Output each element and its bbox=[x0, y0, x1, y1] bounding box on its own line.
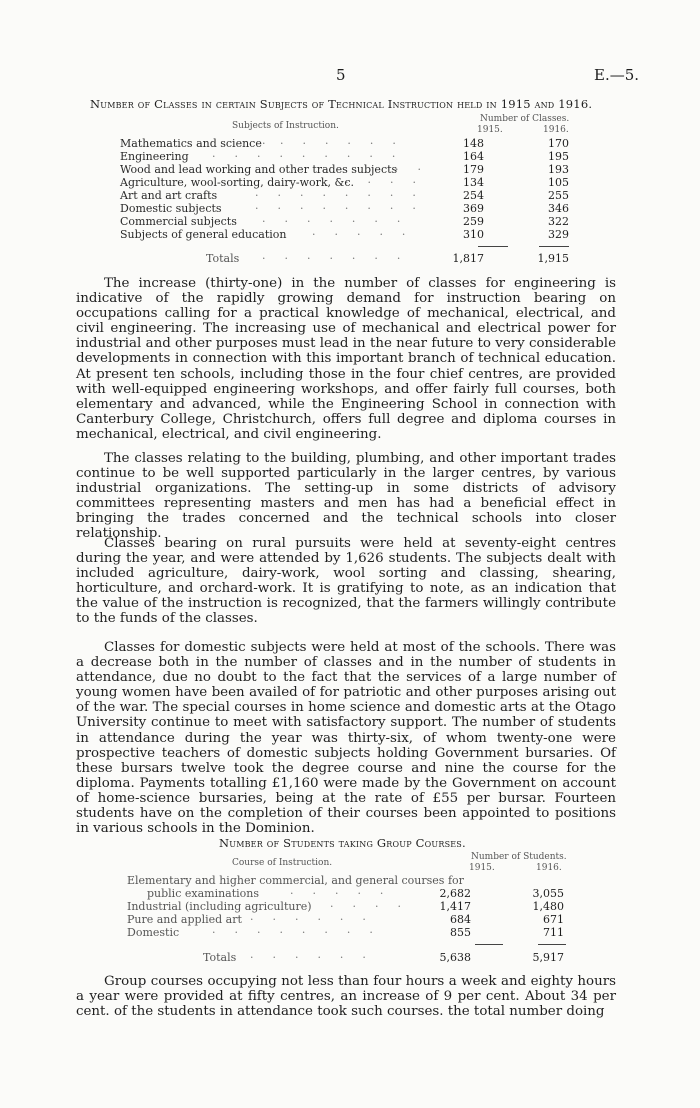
table1-value-1915: 179 bbox=[463, 163, 484, 176]
table2-group-header: Number of Students. bbox=[471, 852, 567, 862]
table2-course: Domestic bbox=[127, 926, 180, 939]
paragraph-engineering: The increase (thirty-one) in the number of classes for engineering is indicative of the rapidly growing demand for instruction bearing on occupations calling for a practical knowledge of mechanical, electrical, and civil engineering. The increasing use of mechanical and electrical power for industrial and other purposes must lead in the near future to very considerable developments in connection with this important branch of technical education. At present ten schools, including those in the four chief centres, are provided with well-equipped engineering workshops, and offer fairly full courses, both elementary and advanced, while the Engineering School in connection with Canterbury College, Christchurch, offers full degree and diploma courses in mechanical, electrical, and civil engineering. bbox=[76, 276, 616, 442]
table2-totals-label: Totals bbox=[203, 951, 237, 964]
table1-subject: Subjects of general education bbox=[120, 228, 287, 241]
table1-value-1916: 170 bbox=[548, 137, 569, 150]
table1-subject: Commercial subjects bbox=[120, 215, 237, 228]
table1-value-1915: 134 bbox=[463, 176, 484, 189]
table2-total-1916: 5,917 bbox=[532, 951, 564, 964]
table1-year1-header: 1915. bbox=[477, 125, 503, 135]
page-reference: E.—5. bbox=[594, 66, 640, 84]
table1-totals-label: Totals bbox=[206, 252, 240, 265]
table1-value-1916: 322 bbox=[548, 215, 569, 228]
table1-value-1915: 369 bbox=[463, 202, 484, 215]
table1-value-1916: 255 bbox=[548, 189, 569, 202]
table2-value-1915: 855 bbox=[450, 926, 471, 939]
paragraph-group-courses: Group courses occupying not less than four hours a week and eighty hours a year were provided at fifty centres, an increase of 9 per cent. About 34 per cent. of the students in attendance took such courses. the total number doing bbox=[76, 974, 616, 1020]
table2-course: Industrial (including agriculture) bbox=[127, 900, 312, 913]
table1-subject-header: Subjects of Instruction. bbox=[232, 121, 339, 131]
table1-subject: Wood and lead working and other trades subjects bbox=[120, 163, 398, 176]
table1-subject: Engineering bbox=[120, 150, 189, 163]
table1-value-1915: 310 bbox=[463, 228, 484, 241]
table1-subject: Mathematics and science bbox=[120, 137, 262, 150]
table1-value-1916: 105 bbox=[548, 176, 569, 189]
table2-title: Number of Students taking Group Courses. bbox=[219, 836, 466, 850]
table2-value-1915: 1,417 bbox=[439, 900, 471, 913]
table2-value-1915: 684 bbox=[450, 913, 471, 926]
table2-value-1916: 1,480 bbox=[532, 900, 564, 913]
table1-value-1915: 164 bbox=[463, 150, 484, 163]
table2-course: Elementary and higher commercial, and general courses for bbox=[127, 874, 464, 887]
table1-group-header: Number of Classes. bbox=[480, 114, 570, 124]
table1-value-1915: 254 bbox=[463, 189, 484, 202]
table2-course-continued: public examinations bbox=[147, 887, 260, 900]
table2-value-1916: 3,055 bbox=[532, 887, 564, 900]
table1-title: Number of Classes in certain Subjects of Technical Instruction held in 1915 and 1916. bbox=[90, 97, 593, 111]
table1-total-1915: 1,817 bbox=[452, 252, 484, 265]
paragraph-trades: The classes relating to the building, plumbing, and other important trades continue to be well supported particularly in the larger centres, by various industrial organizations. The setting-up in some districts of advisory committees representing masters and men has had a beneficial effect in bringing the trades concerned and the technical schools into closer relationship. bbox=[76, 451, 616, 542]
table2-year2-header: 1916. bbox=[536, 863, 562, 873]
table2-total-1915: 5,638 bbox=[439, 951, 471, 964]
page-number: 5 bbox=[336, 66, 346, 84]
table2-value-1916: 671 bbox=[543, 913, 564, 926]
table1-value-1916: 329 bbox=[548, 228, 569, 241]
table2-course: Pure and applied art bbox=[127, 913, 242, 926]
table1-total-1916: 1,915 bbox=[537, 252, 569, 265]
table1-subject: Art and art crafts bbox=[120, 189, 218, 202]
table1-year2-header: 1916. bbox=[543, 125, 569, 135]
table1-value-1916: 195 bbox=[548, 150, 569, 163]
table2-value-1916: 711 bbox=[543, 926, 564, 939]
table1-value-1916: 193 bbox=[548, 163, 569, 176]
table2-year1-header: 1915. bbox=[469, 863, 495, 873]
table2-value-1915: 2,682 bbox=[439, 887, 471, 900]
table1-value-1916: 346 bbox=[548, 202, 569, 215]
table1-subject: Domestic subjects bbox=[120, 202, 222, 215]
paragraph-domestic: Classes for domestic subjects were held at most of the schools. There was a decrease both in the number of classes and in the number of students in attendance, due no doubt to the fact that the services of a large number of young women have been availed of for patriotic and other purposes arising out of the war. The special courses in home science and domestic arts at the Otago University continue to meet with satisfactory support. The number of students in attendance during the year was thirty-six, of whom twenty-one were prospective teachers of domestic subjects holding Government bursaries. Of these bursars twelve took the degree course and nine the course for the diploma. Payments totalling £1,160 were made by the Government on account of home-science bursaries, being at the rate of £55 per bursar. Fourteen students have on the completion of their courses been appointed to positions in various schools in the Dominion. bbox=[76, 640, 616, 837]
table1-subject: Agriculture, wool-sorting, dairy-work, &c. bbox=[120, 176, 354, 189]
table1-value-1915: 259 bbox=[463, 215, 484, 228]
table2-course-header: Course of Instruction. bbox=[232, 858, 333, 868]
paragraph-rural: Classes bearing on rural pursuits were held at seventy-eight centres during the year, and were attended by 1,626 students. The subjects dealt with included agriculture, dairy-work, wool sorting and classing, shearing, horticulture, and orchard-work. It is gratifying to note, as an indication that the value of the instruction is recognized, that the farmers willingly contribute to the funds of the classes. bbox=[76, 536, 616, 627]
table1-value-1915: 148 bbox=[463, 137, 484, 150]
